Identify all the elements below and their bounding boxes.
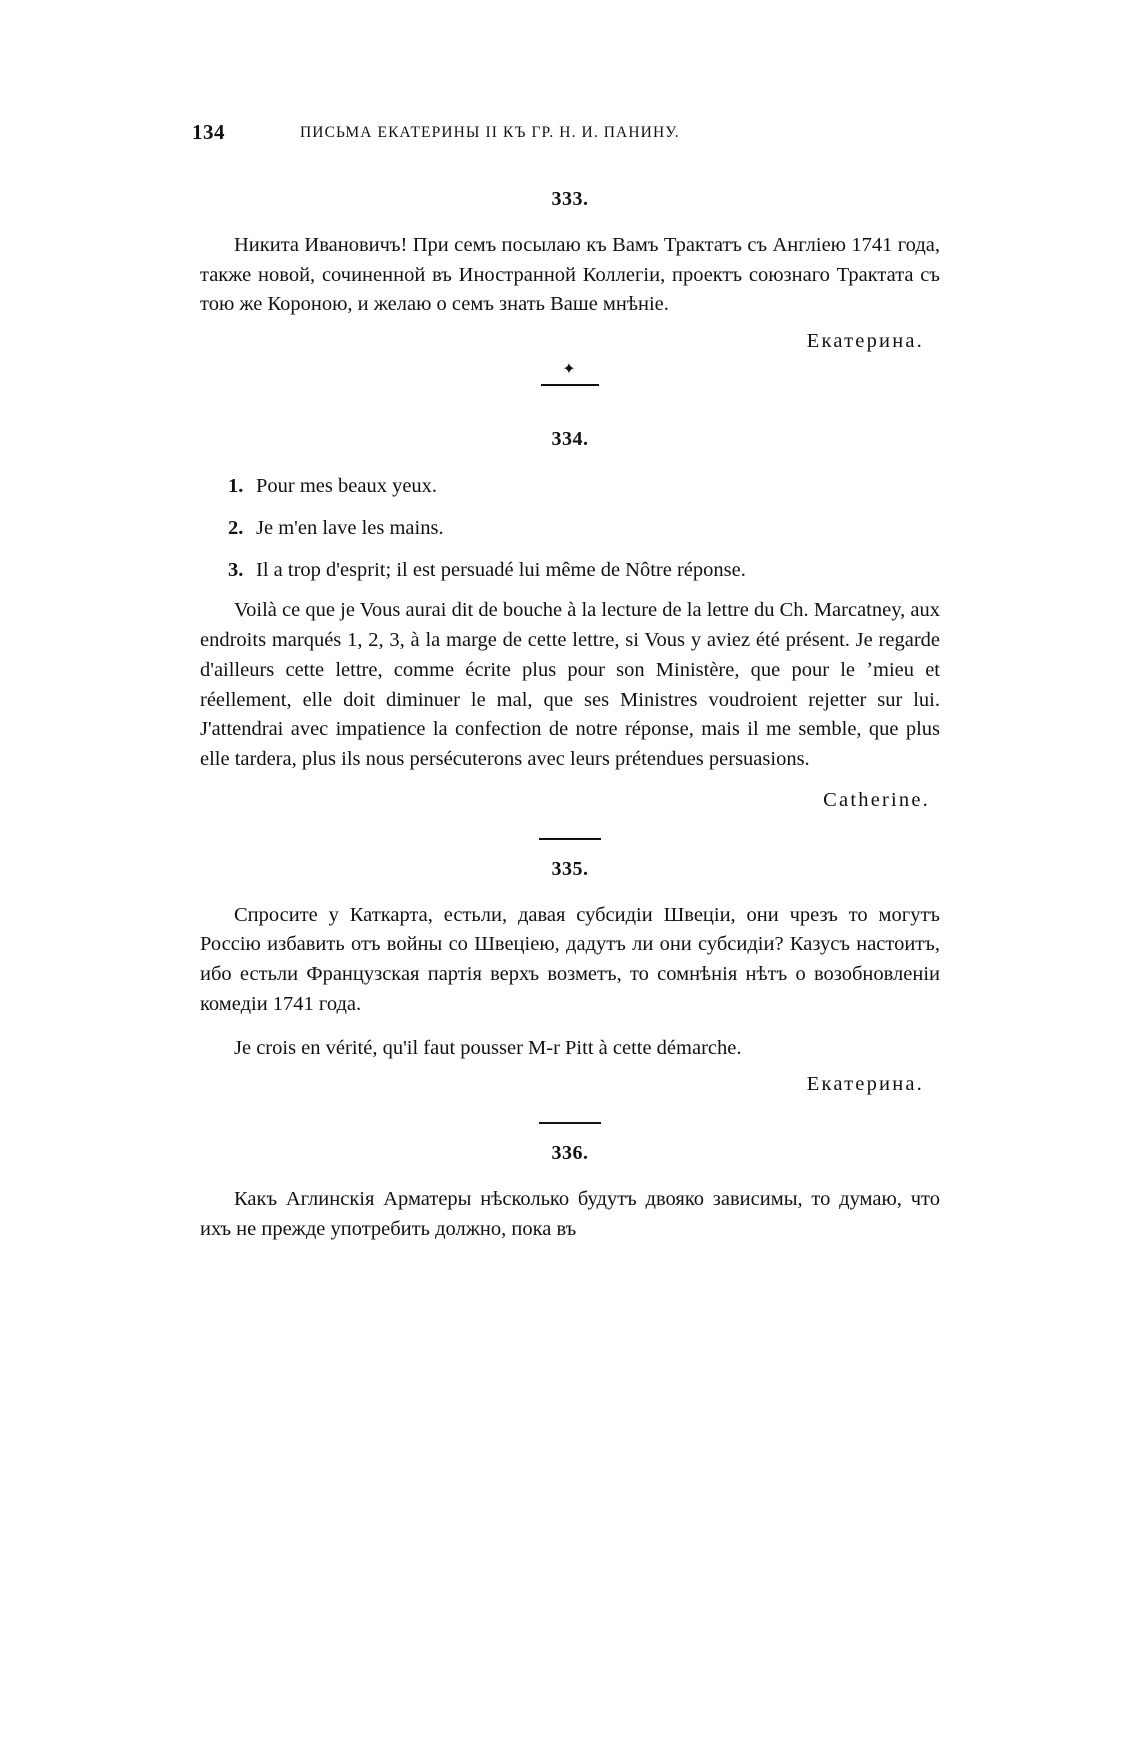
list-item [200, 513, 940, 545]
list-item-text: Je m'en lave les mains. [256, 516, 444, 539]
letter-section-334 [200, 428, 940, 840]
ornament-divider [200, 361, 940, 394]
section-rule [539, 1122, 601, 1124]
letter-paragraph: Какъ Аглинскія Арматеры нѣсколько будутъ двояко зависимы, то думаю, что ихъ не прежде употребить должно, пока въ [200, 1188, 940, 1241]
list-item [200, 555, 940, 587]
letter-paragraph: Никита Ивановичъ! При семъ посылаю къ Вамъ Трактатъ съ Англіею 1741 года, также новой, сочиненной въ Иностранной Коллегіи, проектъ союзнаго Трактата съ тою же Короною, и желаю о семъ знать Ваше мнѣніе. [200, 234, 940, 316]
letter-number: 334. [551, 428, 589, 451]
running-head: ПИСЬМА ЕКАТЕРИНЫ II КЪ ГР. Н. И. ПАНИНУ. [300, 124, 680, 141]
list-item [200, 471, 940, 503]
letter-section-333 [200, 188, 940, 394]
letter-paragraph: Спросите у Каткарта, естьли, давая субсидіи Швеціи, они чрезъ то могутъ Россію избавить отъ войны со Швеціею, дадутъ ли они субсидіи? Казусъ настоитъ, ибо естьли Французская партія верхъ возметъ, то сомнѣнія нѣтъ о возобновленіи комедіи 1741 года. [200, 903, 940, 1015]
list-item-text: Il a trop d'esprit; il est persuadé lui même de Nôtre réponse. [256, 558, 746, 581]
letter-number: 333. [551, 188, 589, 210]
letter-signature: Екатерина. [806, 1073, 924, 1096]
list-item-number: 2. [228, 516, 244, 539]
section-rule [539, 838, 601, 840]
letter-number: 336. [551, 1142, 589, 1165]
letter-signature: Catherine. [823, 788, 930, 811]
page-content [192, 120, 940, 1247]
letter-signature: Екатерина. [806, 330, 924, 353]
letter-paragraph: Je crois en vérité, qu'il faut pousser M-r Pitt à cette démarche. [234, 1036, 742, 1059]
list-item-number: 3. [228, 558, 244, 581]
page-header [192, 120, 940, 150]
numbered-list [200, 471, 940, 586]
letter-number: 335. [551, 857, 589, 880]
list-item-text: Pour mes beaux yeux. [256, 475, 438, 498]
ornament-bar [541, 384, 599, 386]
letter-section-336 [200, 1142, 940, 1244]
letter-section-335 [200, 858, 940, 1125]
list-item-number: 1. [228, 475, 244, 498]
page-folio-number: 134 [192, 120, 225, 144]
letter-paragraph: Voilà ce que je Vous aurai dit de bouche à la lecture de la lettre du Ch. Marcatney, aux endroits marqués 1, 2, 3, à la marge de cette lettre, si Vous y aviez été présent. Je regarde d'ailleurs cette lettre, comme écrite plus pour son Ministère, que pour le ʼmieu et réellement, elle doit diminuer le mal, que ses Ministres voudroient rejetter sur lui. J'attendrai avec impatience la confection de notre réponse, mais il me semble, que plus elle tardera, plus ils nous persécuterons avec leurs prétendues persuasions. [200, 599, 940, 771]
ornament-dot: ✦ [562, 361, 578, 379]
